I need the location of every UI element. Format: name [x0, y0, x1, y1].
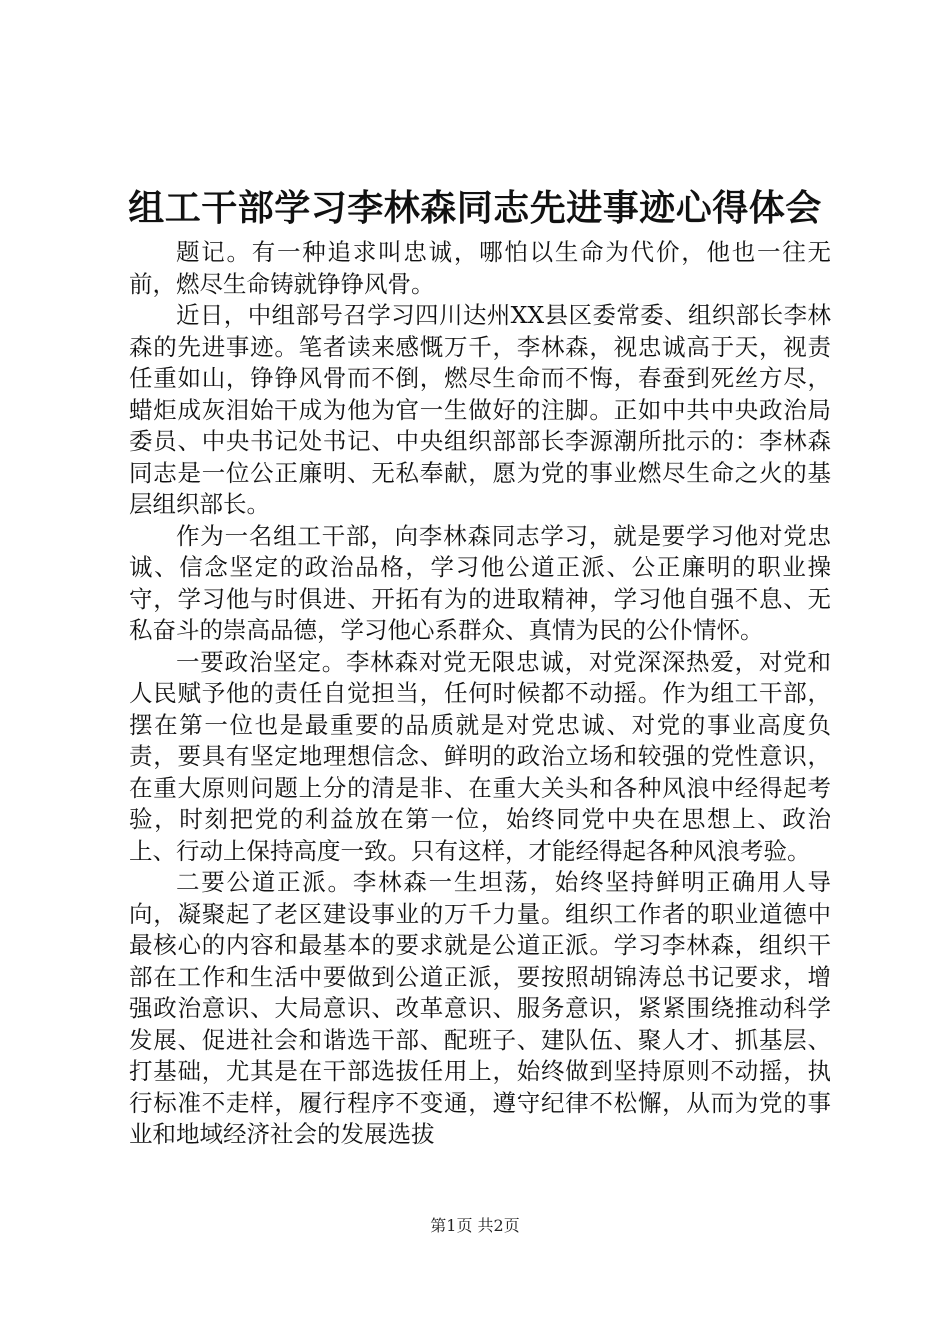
paragraph-epigraph: 题记。有一种追求叫忠诚，哪怕以生命为代价，他也一往无前，燃尽生命铸就铮铮风骨。 — [129, 238, 831, 298]
paragraph-point-one: 一要政治坚定。李林森对党无限忠诚，对党深深热爱，对党和人民赋予他的责任自觉担当，任何时候都不动摇。作为组工干部，摆在第一位也是最重要的品质就是对党忠诚、对党的事业高度负责，要具有坚定地理想信念、鲜明的政治立场和较强的党性意识，在重大原则问题上分的清是非、在重大关头和各种风浪中经得起考验，时刻把党的利益放在第一位，始终同党中央在思想上、政治上、行动上保持高度一致。只有这样，才能经得起各种风浪考验。 — [129, 647, 831, 865]
document-title: 组工干部学习李林森同志先进事迹心得体会 — [128, 187, 822, 229]
paragraph-point-two: 二要公道正派。李林森一生坦荡，始终坚持鲜明正确用人导向，凝聚起了老区建设事业的万千力量。组织工作者的职业道德中最核心的内容和最基本的要求就是公道正派。学习李林森，组织干部在工作和生活中要做到公道正派，要按照胡锦涛总书记要求，增强政治意识、大局意识、改革意识、服务意识，紧紧围绕推动科学发展、促进社会和谐选干部、配班子、建队伍、聚人才、抓基层、打基础，尤其是在干部选拔任用上，始终做到坚持原则不动摇，执行标准不走样，履行程序不变通，遵守纪律不松懈，从而为党的事业和地域经济社会的发展选拔 — [129, 868, 831, 1148]
document-body — [129, 237, 831, 1151]
paragraph-intro: 近日，中组部号召学习四川达州XX县区委常委、组织部长李林森的先进事迹。笔者读来感慨万千，李林森，视忠诚高于天，视责任重如山，铮铮风骨而不倒，燃尽生命而不悔，春蚕到死丝方尽，蜡炬成灰泪始干成为他为官一生做好的注脚。正如中共中央政治局委员、中央书记处书记、中央组织部部长李源潮所批示的：李林森同志是一位公正廉明、无私奉献，愿为党的事业燃尽生命之火的基层组织部长。 — [129, 301, 831, 518]
page-number-footer: 第1页 共2页 — [430, 1216, 520, 1235]
paragraph-learning: 作为一名组工干部，向李林森同志学习，就是要学习他对党忠诚、信念坚定的政治品格，学习他公道正派、公正廉明的职业操守，学习他与时俱进、开拓有为的进取精神，学习他自强不息、无私奋斗的崇高品德，学习他心系群众、真情为民的公仆情怀。 — [129, 521, 831, 644]
